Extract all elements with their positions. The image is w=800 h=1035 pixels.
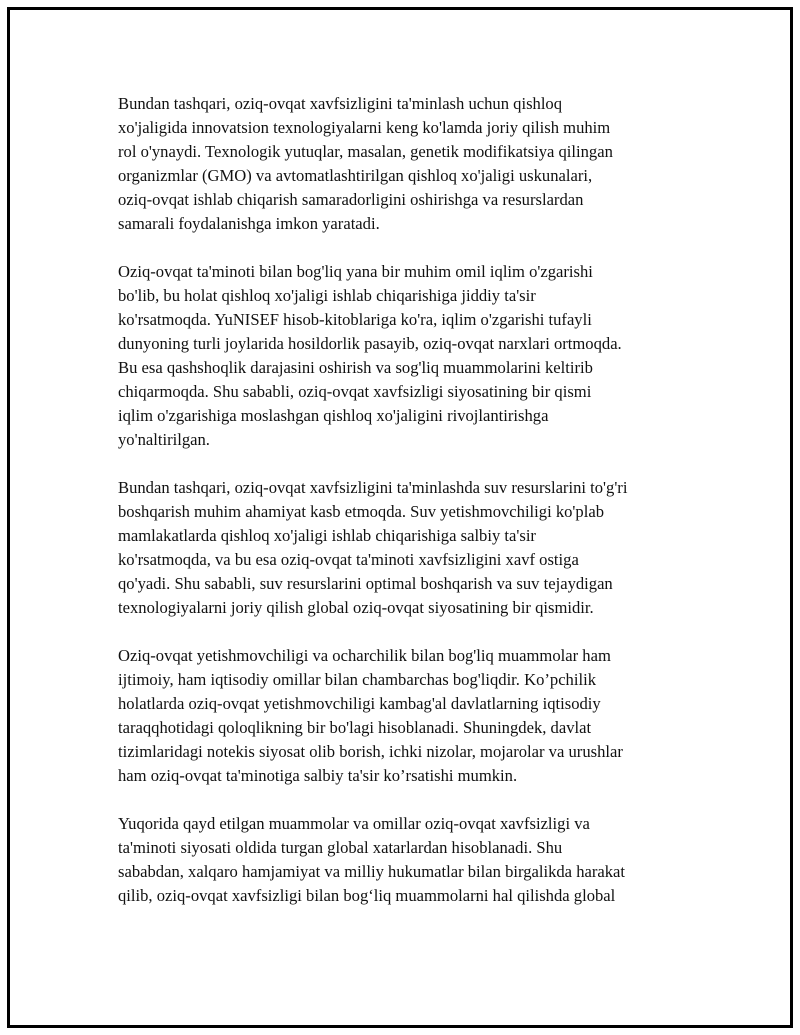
text-line: organizmlar (GMO) va avtomatlashtirilgan qishloq xo'jaligi uskunalari, — [118, 166, 593, 185]
text-line: ta'minoti siyosati oldida turgan global xatarlardan hisoblanadi. Shu — [118, 838, 563, 857]
text-line: chiqarmoqda. Shu sababli, oziq-ovqat xavfsizligi siyosatining bir qismi — [118, 382, 592, 401]
paragraph-2 — [118, 260, 698, 452]
paragraph-5 — [118, 812, 698, 908]
text-line: Oziq-ovqat yetishmovchiligi va ocharchilik bilan bog'liq muammolar ham — [118, 646, 611, 665]
text-line: ham oziq-ovqat ta'minotiga salbiy ta'sir ko’rsatishi mumkin. — [118, 766, 518, 785]
text-line: taraqqhotidagi qoloqlikning bir bo'lagi hisoblanadi. Shuningdek, davlat — [118, 718, 592, 737]
text-line: texnologiyalarni joriy qilish global oziq-ovqat siyosatining bir qismidir. — [118, 598, 594, 617]
text-line: boshqarish muhim ahamiyat kasb etmoqda. Suv yetishmovchiligi ko'plab — [118, 502, 604, 521]
paragraph-4 — [118, 644, 698, 788]
text-line: holatlarda oziq-ovqat yetishmovchiligi kambag'al davlatlarning iqtisodiy — [118, 694, 601, 713]
paragraph-1 — [118, 92, 698, 236]
text-line: iqlim o'zgarishiga moslashgan qishloq xo'jaligini rivojlantirishga — [118, 406, 549, 425]
text-line: Bundan tashqari, oziq-ovqat xavfsizligini ta'minlashda suv resurslarini to'g'ri — [118, 478, 628, 497]
text-line: mamlakatlarda qishloq xo'jaligi ishlab chiqarishiga salbiy ta'sir — [118, 526, 536, 545]
text-line: yo'naltirilgan. — [118, 430, 210, 449]
text-line: samarali foydalanishga imkon yaratadi. — [118, 214, 380, 233]
text-line: ko'rsatmoqda. YuNISEF hisob-kitoblariga ko'ra, iqlim o'zgarishi tufayli — [118, 310, 592, 329]
text-line: tizimlaridagi notekis siyosat olib borish, ichki nizolar, mojarolar va urushlar — [118, 742, 623, 761]
text-line: xo'jaligida innovatsion texnologiyalarni keng ko'lamda joriy qilish muhim — [118, 118, 611, 137]
text-line: Bundan tashqari, oziq-ovqat xavfsizligini ta'minlash uchun qishloq — [118, 94, 563, 113]
text-line: sababdan, xalqaro hamjamiyat va milliy hukumatlar bilan birgalikda harakat — [118, 862, 626, 881]
text-line: dunyoning turli joylarida hosildorlik pasayib, oziq-ovqat narxlari ortmoqda. — [118, 334, 622, 353]
text-line: Yuqorida qayd etilgan muammolar va omillar oziq-ovqat xavfsizligi va — [118, 814, 590, 833]
document-body — [118, 92, 698, 932]
text-line: ijtimoiy, ham iqtisodiy omillar bilan chambarchas bog'liqdir. Ko’pchilik — [118, 670, 596, 689]
text-line: rol o'ynaydi. Texnologik yutuqlar, masalan, genetik modifikatsiya qilingan — [118, 142, 613, 161]
text-line: ko'rsatmoqda, va bu esa oziq-ovqat ta'minoti xavfsizligini xavf ostiga — [118, 550, 579, 569]
text-line: Bu esa qashshoqlik darajasini oshirish va sog'liq muammolarini keltirib — [118, 358, 593, 377]
text-line: qo'yadi. Shu sababli, suv resurslarini optimal boshqarish va suv tejaydigan — [118, 574, 613, 593]
text-line: qilib, oziq-ovqat xavfsizligi bilan bog‘liq muammolarni hal qilishda global — [118, 886, 616, 905]
text-line: Oziq-ovqat ta'minoti bilan bog'liq yana bir muhim omil iqlim o'zgarishi — [118, 262, 593, 281]
text-line: oziq-ovqat ishlab chiqarish samaradorligini oshirishga va resurslardan — [118, 190, 584, 209]
paragraph-3 — [118, 476, 698, 620]
text-line: bo'lib, bu holat qishloq xo'jaligi ishlab chiqarishiga jiddiy ta'sir — [118, 286, 536, 305]
